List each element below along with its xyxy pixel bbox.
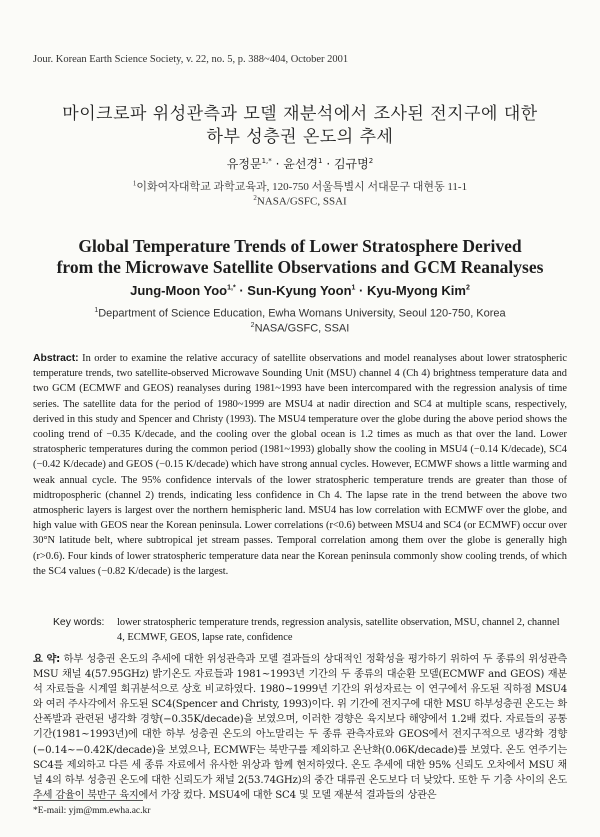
affil-sup: 1: [94, 307, 99, 314]
author-2-sup: 1: [318, 157, 323, 165]
english-author-3: Kyu-Myong Kim: [367, 283, 466, 298]
korean-affiliation-2: [0, 194, 600, 208]
korean-affiliation-1: [0, 178, 600, 194]
korean-summary: [33, 652, 567, 803]
korean-author-1: 유정문: [226, 157, 262, 171]
korean-affiliation-2-text: NASA/GSFC, SSAI: [256, 195, 347, 208]
korean-title-line2: 하부 성층권 온도의 추세: [206, 127, 394, 147]
footnote-rule: [33, 800, 143, 801]
english-title-line2: from the Microwave Satellite Observations and GCM Reanalyses: [56, 257, 544, 277]
english-title-line1: Global Temperature Trends of Lower Stratosphere Derived: [78, 236, 522, 256]
author-1-sup: 1,*: [227, 284, 236, 292]
author-separator: ·: [275, 157, 280, 171]
korean-title-line1: 마이크로파 위성관측과 모델 재분석에서 조사된 전지구에 대한: [62, 104, 538, 124]
english-authors: [0, 283, 600, 298]
author-1-sup: 1,*: [261, 157, 272, 165]
affil-sup: 1: [132, 179, 137, 188]
korean-summary-label: 요 약:: [33, 654, 61, 665]
author-3-sup: 2: [368, 157, 374, 165]
english-affiliation-2: [0, 322, 600, 335]
journal-citation: Jour. Korean Earth Science Society, v. 22, no. 5, p. 388~404, October 2001: [33, 54, 349, 65]
author-3-sup: 2: [465, 284, 470, 292]
english-author-1: Jung-Moon Yoo: [130, 283, 228, 298]
abstract-text: In order to examine the relative accuracy of satellite observations and model reanalyses about lower stratospheric temperature trends, two satellite-observed Microwave Sounding Unit (MSU) channel 4 (Ch 4) brightness temperature data and two GCM (ECMWF and GEOS) reanalyses during 1981~1993 have been intercompared with the regression analysis of time series. The satellite data for the period of 1980~1999 are MSU4 at nadir direction and SC4 at multiple scans, respectively, derived in this study and Spencer and Christy (1993). The MSU4 temperature over the globe during the above period shows the cooling trend of −0.35 K/decade, and the cooling over the global ocean is 1.2 times as much as that over the land. Lower stratospheric temperatures during the common period (1981~1993) globally show the cooling in MSU4 (−0.14 K/decade), SC4 (−0.42 K/decade) and GEOS (−0.15 K/decade) which have strong annual cycles. However, ECMWF shows a little warming and weak annual cycle. The 95% confidence intervals of the lower stratospheric temperature trends are greater than those of midtropospheric (channel 2) trends, indicating less confidence in Ch 4. The lapse rate in the trend between the above two atmospheric layers is largest over the northern hemispheric land. MSU4 has low correlation with ECMWF over the globe, and high value with GEOS near the Korean peninsula. Lower correlations (r<0.6) between MSU4 and SC4 (or ECMWF) occur over 30°N latitude belt, where subtropical jet stream passes. Temporal correlation among them over the globe is generally high (r>0.6). Four kinds of lower stratospheric temperature data near the Korean peninsula commonly show cooling trends, of which the SC4 values (−0.82 K/decade) is the largest.: [33, 353, 567, 577]
korean-summary-text: 하부 성층권 온도의 추세에 대한 위성관측과 모델 결과들의 상대적인 정확성을 평가하기 위하여 두 종류의 위성관측 MSU 채널 4(57.95GHz) 밝기온도 자료들과 1981~1993년 기간의 두 종류의 대순환 모델(ECMWF and GEOS) 재분석 자료들을 시계열 회귀분석으로 상호 비교하였다. 1980~1999년 기간의 위성자료는 이 연구에서 유도된 직하점 MSU4와 여러 주사각에서 유도된 SC4(Spencer and Christy, 1993)이다. 위 기간에 전지구에 대한 MSU 하부성층권 온도는 화산폭발과 관련된 냉각화 경향(−0.35K/decade)을 보였으며, 이러한 경향은 육지보다 해양에서 1.2배 컸다. 자료들의 공통 기간(1981~1993년)에 대한 하부 성층권 온도의 아노말리는 두 종류 관측자료와 GEOS에서 전지구적으로 냉각화 경향(−0.14~−0.42K/decade)을 보였으나, ECMWF는 북반구를 제외하고 온난화(0.06K/decade)를 보였다. 온도 연주기는 SC4를 제외하고 다른 세 종류 자료에서 유사한 위상과 함께 현저하였다. 온도 추세에 대한 95% 신뢰도 오차에서 MSU 채널 4의 하부 성층권 온도에 대한 신뢰도가 채널 2(53.74GHz)의 중간 대류권 온도보다 더 낮았다. 또한 두 기층 사이의 온도 추세 감율이 북반구 육지에서 가장 컸다. MSU4에 대한 SC4 및 모델 재분석 결과들의 상관은: [33, 654, 567, 801]
affil-sup: 2: [253, 194, 257, 202]
author-2-sup: 1: [351, 284, 356, 292]
english-affiliation-1-text: Department of Science Education, Ewha Womans University, Seoul 120-750, Korea: [98, 307, 506, 320]
english-affiliation-2-text: NASA/GSFC, SSAI: [254, 322, 350, 335]
english-author-2: Sun-Kyung Yoon: [247, 283, 352, 298]
korean-author-3: 김규명: [333, 157, 369, 171]
keywords-label: Key words:: [53, 617, 105, 628]
author-separator: ·: [326, 157, 331, 171]
footnote-email: *E-mail: yjm@mm.ewha.ac.kr: [33, 806, 151, 816]
affil-sup: 2: [250, 322, 255, 329]
korean-author-2: 윤선경: [283, 157, 319, 171]
abstract: [33, 351, 567, 579]
author-separator: ·: [239, 283, 244, 298]
english-affiliation-1: [0, 307, 600, 320]
korean-affiliation-1-text: 이화여자대학교 과학교육과, 120-750 서울특별시 서대문구 대현동 11-1: [136, 181, 468, 193]
keywords: [33, 615, 567, 644]
keywords-text: lower stratospheric temperature trends, regression analysis, satellite observation, MSU, channel 2, channel 4, ECMWF, GEOS, lapse rate, confidence: [117, 617, 560, 644]
author-separator: ·: [359, 283, 364, 298]
abstract-label: Abstract:: [33, 353, 79, 364]
korean-authors: [0, 155, 600, 172]
